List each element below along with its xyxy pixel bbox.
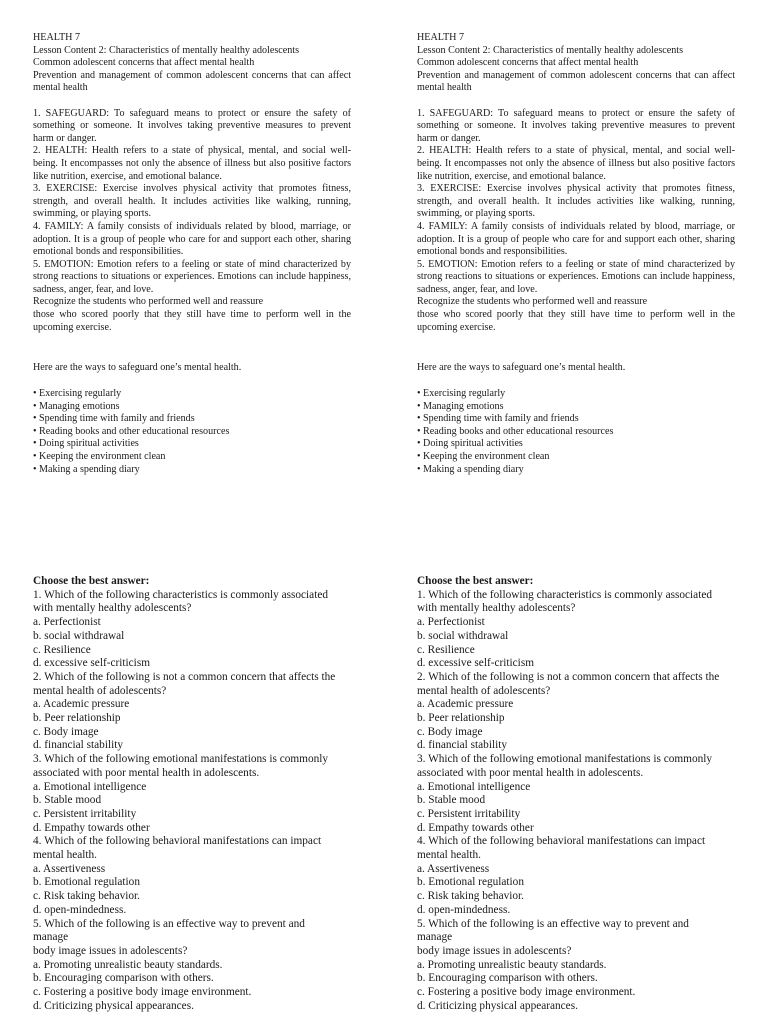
list-item: • Spending time with family and friends (33, 413, 195, 425)
quiz-line: 3. Which of the following emotional manifestations is commonly (417, 753, 713, 766)
quiz-line: a. Promoting unrealistic beauty standards. (417, 958, 607, 971)
quiz-line: c. Risk taking behavior. (417, 890, 524, 903)
quiz-line: b. Emotional regulation (33, 876, 140, 889)
list-item: • Exercising regularly (417, 388, 506, 399)
definition-emotion: 5. EMOTION: Emotion refers to a feeling or state of mind characterized by strong reactions to situations or experiences. Emotions can include happiness, sadness, anger, fear, and love. (33, 258, 351, 295)
quiz-heading: Choose the best answer: (33, 575, 150, 587)
list-item: • Doing spiritual activities (417, 438, 523, 450)
reassure-line: those who scored poorly that they still have time to perform well in the upcoming exercise. (33, 309, 351, 333)
definition-health: 2. HEALTH: Health refers to a state of physical, mental, and social well-being. It encompasses not only the absence of illness but also positive factors like nutrition, exercise, and emotional balance. (417, 145, 735, 182)
doc-title: HEALTH 7 (417, 32, 465, 43)
quiz-line: 1. Which of the following characteristics is commonly associated (33, 588, 328, 601)
quiz-heading: Choose the best answer: (417, 575, 534, 587)
quiz-line: d. Criticizing physical appearances. (33, 999, 194, 1012)
quiz-line: c. Fostering a positive body image environment. (417, 986, 636, 999)
quiz-line: d. excessive self-criticism (417, 657, 535, 670)
list-item: • Reading books and other educational resources (33, 425, 230, 437)
quiz-line: associated with poor mental health in adolescents. (33, 766, 260, 779)
list-item: • Exercising regularly (33, 388, 122, 399)
ways-heading: Here are the ways to safeguard one’s mental health. (417, 362, 626, 373)
list-item: • Spending time with family and friends (417, 413, 579, 425)
quiz-line: b. Peer relationship (33, 712, 121, 725)
quiz-line: mental health of adolescents? (417, 684, 551, 697)
quiz-line: c. Body image (417, 725, 483, 738)
quiz-line: associated with poor mental health in adolescents. (417, 766, 644, 779)
quiz-line: 5. Which of the following is an effective way to prevent and (417, 917, 689, 930)
prevention-line: Prevention and management of common adolescent concerns that can affect mental health (417, 69, 735, 94)
concerns-line: Common adolescent concerns that affect mental health (417, 57, 639, 69)
quiz-line: d. financial stability (417, 739, 508, 752)
list-item: • Keeping the environment clean (417, 450, 550, 462)
quiz-line: mental health. (33, 849, 97, 862)
concerns-line: Common adolescent concerns that affect mental health (33, 57, 255, 69)
lesson-line: Lesson Content 2: Characteristics of mentally healthy adolescents (33, 44, 300, 56)
quiz-line: c. Persistent irritability (33, 807, 137, 820)
quiz-line: c. Resilience (417, 643, 475, 656)
quiz-line: c. Resilience (33, 643, 91, 656)
list-item: • Keeping the environment clean (33, 450, 166, 462)
quiz-line: d. excessive self-criticism (33, 657, 151, 670)
quiz-line: a. Emotional intelligence (33, 780, 147, 793)
lesson-block (417, 32, 735, 334)
ways-list (33, 388, 229, 476)
quiz-line: d. Empathy towards other (417, 821, 534, 834)
quiz-line: c. Risk taking behavior. (33, 890, 140, 903)
quiz-line: b. Stable mood (417, 794, 486, 807)
definition-health: 2. HEALTH: Health refers to a state of physical, mental, and social well-being. It encompasses not only the absence of illness but also positive factors like nutrition, exercise, and emotional balance. (33, 145, 351, 182)
quiz-line: mental health. (417, 849, 481, 862)
definition-emotion: 5. EMOTION: Emotion refers to a feeling or state of mind characterized by strong reactions to situations or experiences. Emotions can include happiness, sadness, anger, fear, and love. (417, 258, 735, 295)
quiz-line: d. Empathy towards other (33, 821, 150, 834)
ways-list (417, 388, 613, 476)
quiz-line: with mentally healthy adolescents? (33, 602, 192, 615)
quiz-line: a. Promoting unrealistic beauty standards. (33, 958, 223, 971)
definition-exercise: 3. EXERCISE: Exercise involves physical activity that promotes fitness, strength, and overall health. It includes activities like walking, running, swimming, or playing sports. (33, 183, 351, 220)
quiz-line: b. social withdrawal (417, 629, 509, 642)
quiz-line: b. Stable mood (33, 794, 102, 807)
quiz-line: d. financial stability (33, 739, 124, 752)
quiz-section (33, 575, 353, 1014)
quiz-line: a. Perfectionist (417, 616, 485, 629)
list-item: • Managing emotions (33, 400, 120, 412)
doc-title: HEALTH 7 (33, 32, 81, 43)
quiz-line: manage (417, 931, 453, 944)
quiz-line: c. Fostering a positive body image environment. (33, 986, 252, 999)
quiz-line: d. Criticizing physical appearances. (417, 999, 578, 1012)
quiz-line: 1. Which of the following characteristics is commonly associated (417, 588, 712, 601)
list-item: • Doing spiritual activities (33, 438, 139, 450)
quiz-line: a. Perfectionist (33, 616, 101, 629)
quiz-line: a. Emotional intelligence (417, 780, 531, 793)
quiz-line: b. Encouraging comparison with others. (33, 972, 214, 985)
recognize-line: Recognize the students who performed well and reassure (417, 296, 648, 308)
quiz-line: a. Assertiveness (417, 862, 490, 875)
quiz-line: mental health of adolescents? (33, 684, 167, 697)
quiz-line: b. social withdrawal (33, 629, 125, 642)
quiz-line: body image issues in adolescents? (417, 944, 572, 957)
definition-exercise: 3. EXERCISE: Exercise involves physical activity that promotes fitness, strength, and overall health. It includes activities like walking, running, swimming, or playing sports. (417, 183, 735, 220)
prevention-line: Prevention and management of common adolescent concerns that can affect mental health (33, 69, 351, 94)
quiz-line: body image issues in adolescents? (33, 944, 188, 957)
lesson-line: Lesson Content 2: Characteristics of mentally healthy adolescents (417, 44, 684, 56)
quiz-line: with mentally healthy adolescents? (417, 602, 576, 615)
quiz-line: 4. Which of the following behavioral manifestations can impact (33, 835, 322, 848)
quiz-line: 3. Which of the following emotional manifestations is commonly (33, 753, 329, 766)
quiz-line: d. open-mindedness. (33, 903, 127, 916)
quiz-line: b. Peer relationship (417, 712, 505, 725)
quiz-line: 5. Which of the following is an effective way to prevent and (33, 917, 305, 930)
definition-safeguard: 1. SAFEGUARD: To safeguard means to protect or ensure the safety of something or someone. It involves taking preventive measures to prevent harm or danger. (33, 107, 351, 144)
recognize-line: Recognize the students who performed well and reassure (33, 296, 264, 308)
definition-safeguard: 1. SAFEGUARD: To safeguard means to protect or ensure the safety of something or someone. It involves taking preventive measures to prevent harm or danger. (417, 107, 735, 144)
list-item: • Managing emotions (417, 400, 504, 412)
quiz-line: 4. Which of the following behavioral manifestations can impact (417, 835, 706, 848)
quiz-line: c. Body image (33, 725, 99, 738)
list-item: • Reading books and other educational resources (417, 425, 614, 437)
definition-family: 4. FAMILY: A family consists of individuals related by blood, marriage, or adoption. It is a group of people who care for and support each other, sharing emotional bonds and responsibilities. (417, 220, 735, 258)
quiz-line: c. Persistent irritability (417, 807, 521, 820)
quiz-line: b. Emotional regulation (417, 876, 524, 889)
reassure-line: those who scored poorly that they still have time to perform well in the upcoming exercise. (417, 309, 735, 333)
quiz-line: b. Encouraging comparison with others. (417, 972, 598, 985)
quiz-line: 2. Which of the following is not a common concern that affects the (33, 670, 336, 683)
ways-heading: Here are the ways to safeguard one’s mental health. (33, 362, 242, 373)
quiz-line: d. open-mindedness. (417, 903, 511, 916)
lesson-block (33, 32, 351, 334)
quiz-line: a. Assertiveness (33, 862, 106, 875)
quiz-line: a. Academic pressure (33, 698, 130, 711)
list-item: • Making a spending diary (417, 463, 524, 475)
quiz-line: 2. Which of the following is not a common concern that affects the (417, 670, 720, 683)
quiz-line: manage (33, 931, 69, 944)
list-item: • Making a spending diary (33, 463, 140, 475)
quiz-line: a. Academic pressure (417, 698, 514, 711)
quiz-section (417, 575, 737, 1014)
definition-family: 4. FAMILY: A family consists of individuals related by blood, marriage, or adoption. It is a group of people who care for and support each other, sharing emotional bonds and responsibilities. (33, 220, 351, 258)
